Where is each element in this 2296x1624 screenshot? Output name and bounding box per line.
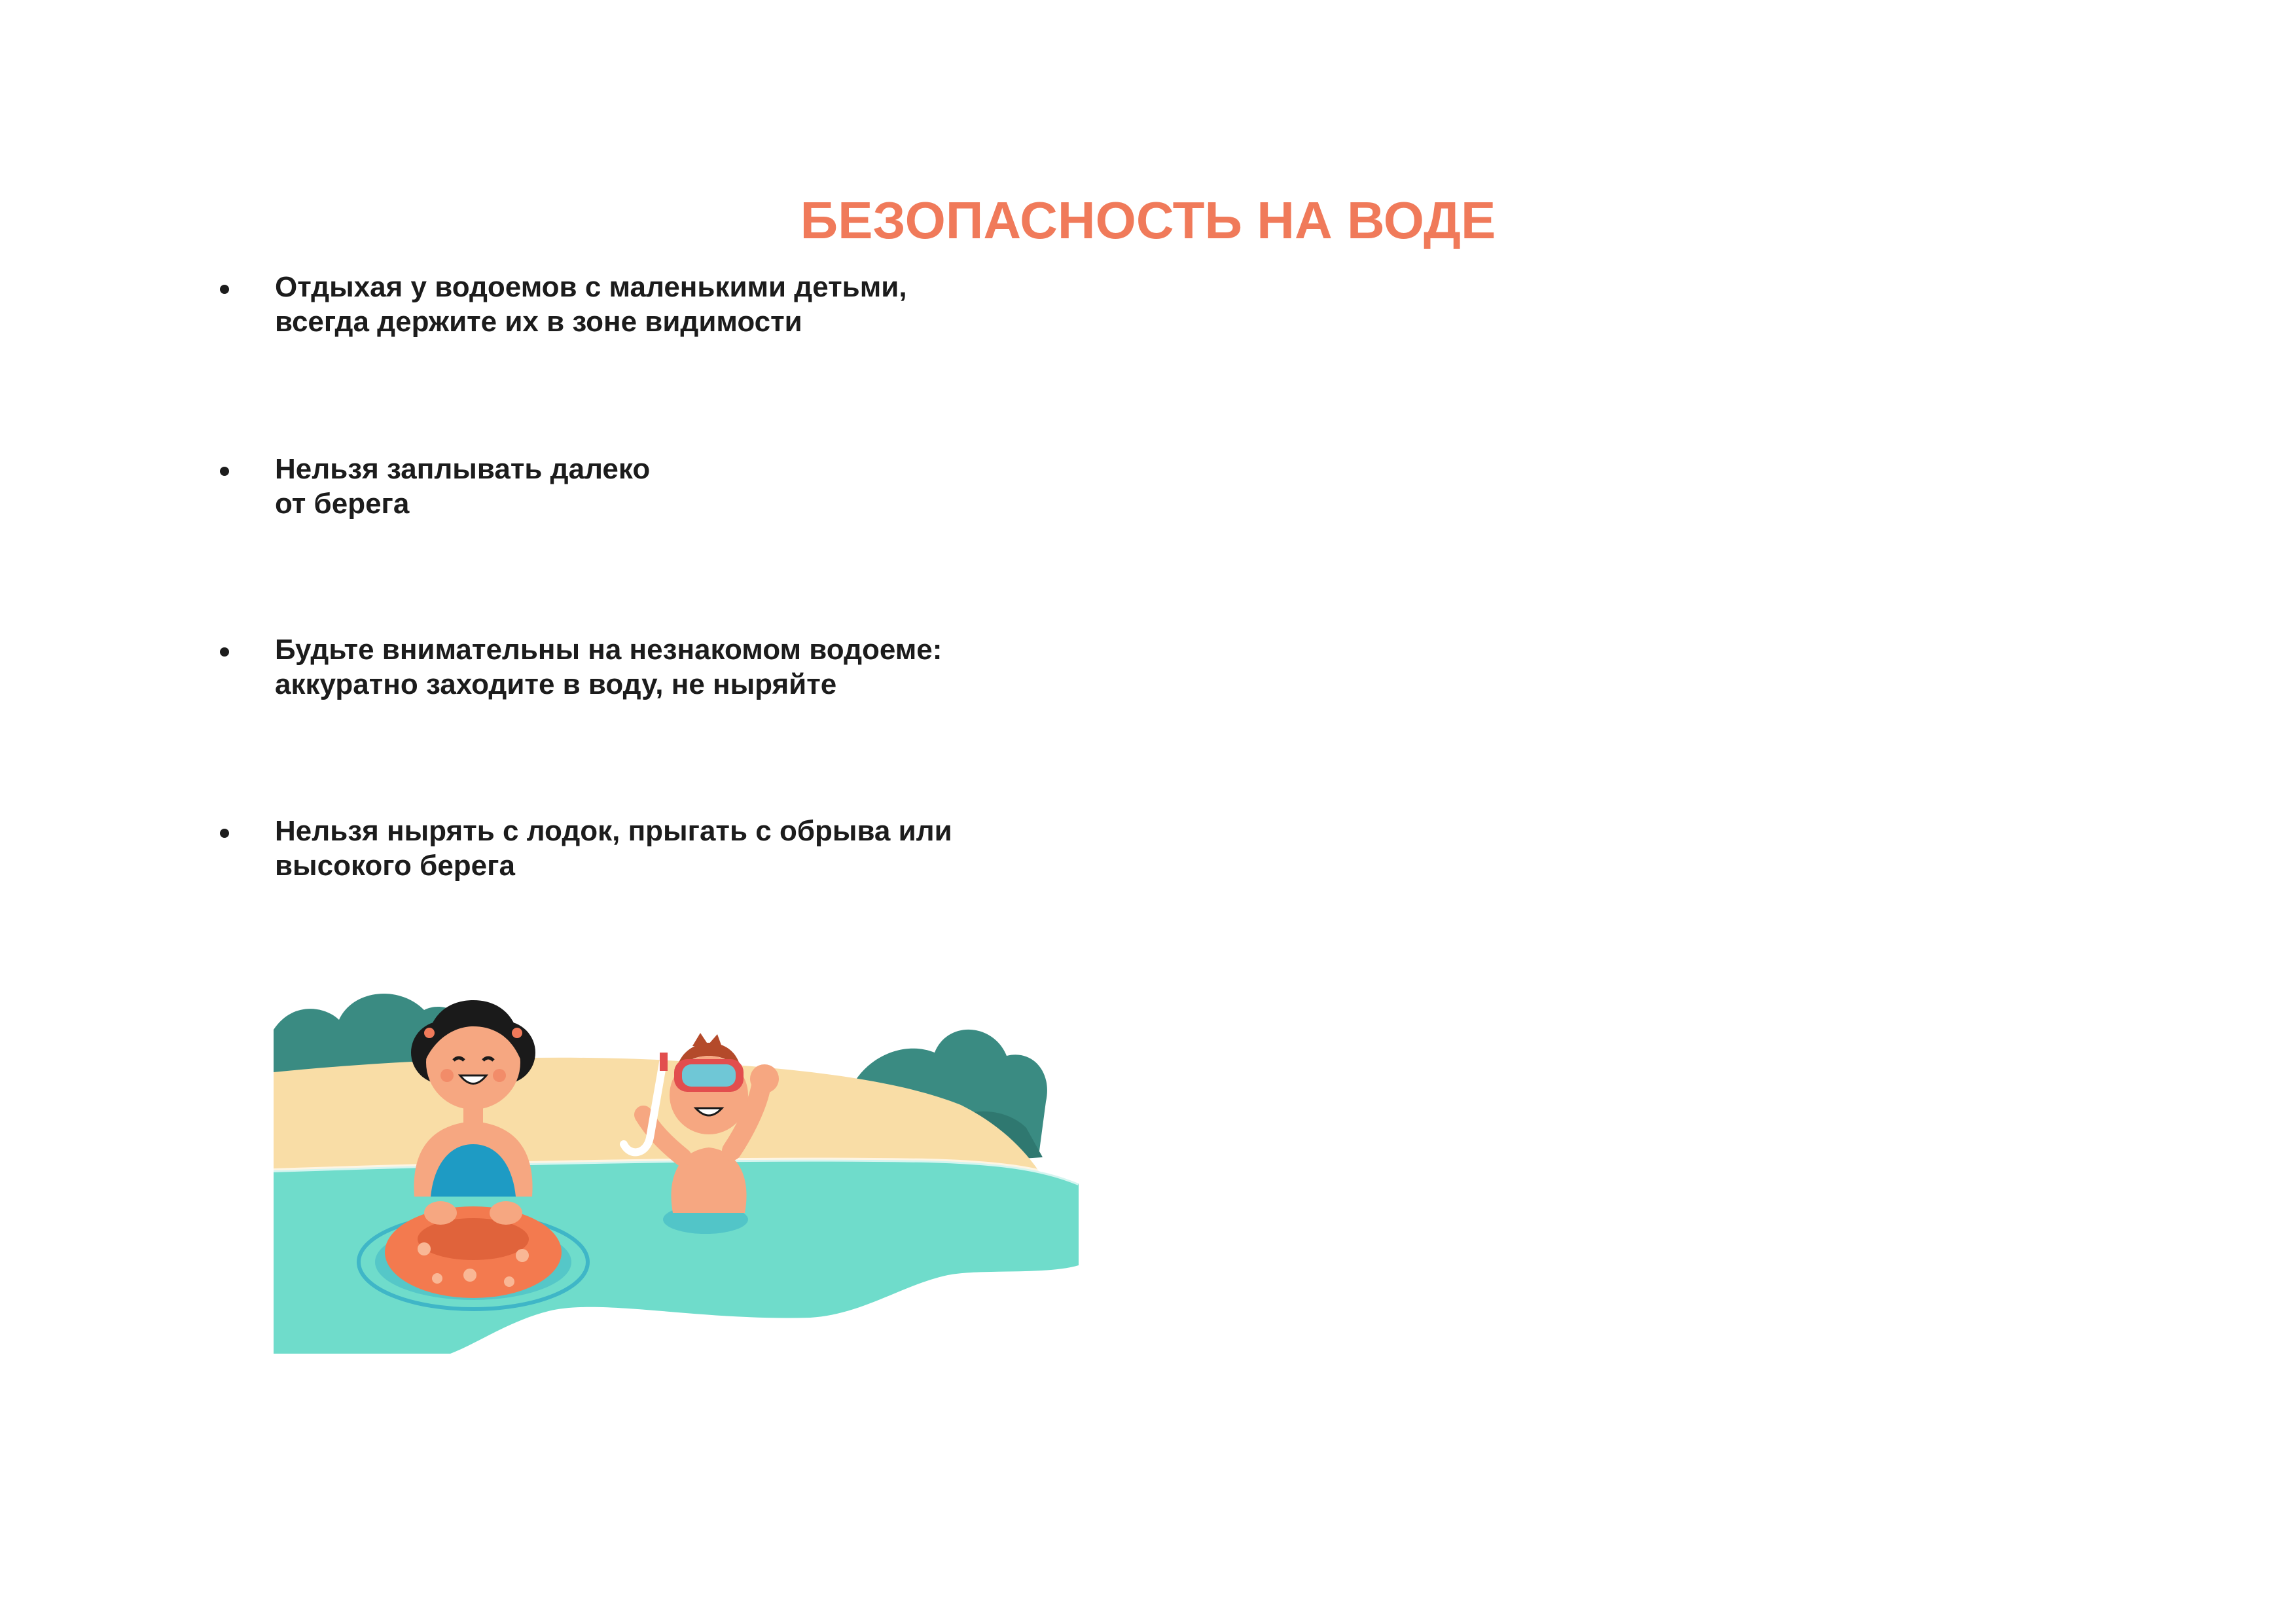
bullet-icon (220, 829, 229, 838)
list-item-text: Отдыхая у водоемов с маленькими детьми, всегда держите их в зоне видимости (275, 271, 907, 338)
bullet-icon (220, 285, 229, 294)
list-item-text: Нельзя заплывать далеко от берега (275, 453, 651, 520)
list-item-text: Нельзя нырять с лодок, прыгать с обрыва или высокого берега (275, 815, 952, 882)
bullet-icon (220, 467, 229, 476)
bullet-icon (220, 647, 229, 657)
children-swimming-illustration (274, 987, 1079, 1354)
list-item-text: Будьте внимательны на незнакомом водоеме: аккуратно заходите в воду, не ныряйте (275, 634, 942, 700)
page-title: БЕЗОПАСНОСТЬ НА ВОДЕ (800, 191, 1496, 249)
